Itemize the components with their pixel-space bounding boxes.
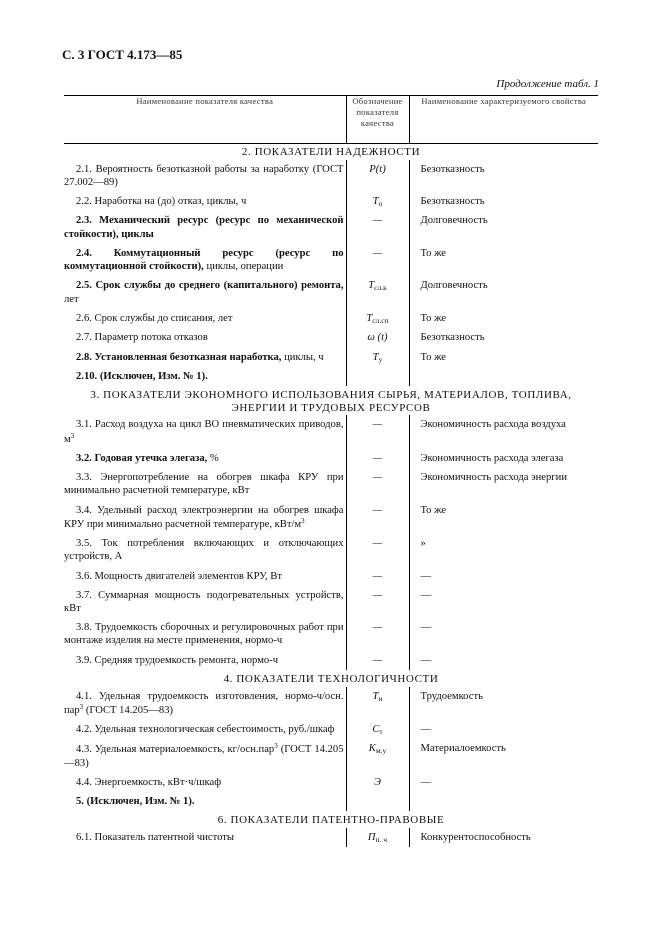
indicator-property: Безотказность — [420, 332, 485, 344]
indicator-name-excluded: 5. (Исключен, Изм. № 1). — [76, 796, 195, 808]
indicator-name: 6.1. Показатель патентной чистоты — [76, 831, 234, 843]
section-title-patent: 6. ПОКАЗАТЕЛИ ПАТЕНТНО-ПРАВОВЫЕ — [217, 814, 445, 827]
table-row — [64, 328, 598, 347]
table-header-row — [64, 96, 598, 144]
column-header-symbol-line2: показателя — [356, 107, 399, 118]
section-heading-row — [64, 670, 598, 687]
table-row — [64, 501, 598, 534]
indicator-property: Долговечность — [420, 215, 488, 227]
table-row — [64, 211, 598, 243]
table-row — [64, 309, 598, 328]
indicator-name: 2.7. Параметр потока отказов — [76, 332, 208, 344]
table-row — [64, 192, 598, 211]
section-heading-row — [64, 144, 598, 160]
indicator-symbol: — — [346, 618, 409, 650]
indicator-name: 3.3. Энергопотребление на обогрев шкафа КРУ при минимально расчетной температуре, кВт — [64, 472, 344, 497]
table-row — [64, 160, 598, 192]
indicator-name-excluded: 2.10. (Исключен, Изм. № 1). — [76, 370, 208, 382]
indicator-symbol: — — [346, 449, 409, 468]
section-title-reliability: 2. ПОКАЗАТЕЛИ НАДЕЖНОСТИ — [241, 146, 421, 158]
indicator-symbol: $T_у$ — [346, 348, 409, 367]
indicator-symbol: — — [346, 468, 409, 500]
table-row — [64, 276, 598, 308]
indicator-property: То же — [420, 351, 447, 363]
table-row — [64, 739, 598, 772]
indicator-symbol: — — [346, 501, 409, 534]
table-row — [64, 586, 598, 618]
indicator-symbol: $T_и$ — [346, 687, 409, 720]
section-title-manufacturability: 4. ПОКАЗАТЕЛИ ТЕХНОЛОГИЧНОСТИ — [223, 672, 439, 685]
table-row — [64, 567, 598, 586]
table-row — [64, 449, 598, 468]
table-row — [64, 687, 598, 720]
indicator-symbol: P(t) — [346, 160, 409, 192]
column-header-symbol — [346, 96, 409, 144]
indicator-symbol: — — [346, 244, 409, 276]
table-row — [64, 348, 598, 367]
indicator-name: 2.6. Срок службы до списания, лет — [76, 312, 233, 324]
indicator-property: Конкурентоспособность — [420, 831, 531, 843]
table-row — [64, 720, 598, 739]
table-continuation-note: Продолжение табл. 1 — [496, 78, 599, 90]
indicator-name: 2.3. Механический ресурс (ресурс по механической стойкости), циклы — [64, 215, 344, 240]
indicator-name: 2.8. Установленная безотказная наработка, циклы, ч — [76, 351, 324, 363]
indicator-property: Долговечность — [420, 280, 488, 292]
indicator-symbol: — — [346, 567, 409, 586]
indicator-property: — — [420, 622, 432, 634]
table-row — [64, 651, 598, 670]
page-header: С. 3 ГОСТ 4.173—85 — [62, 47, 183, 62]
indicator-property: То же — [420, 312, 447, 324]
indicator-symbol: $T_о$ — [346, 192, 409, 211]
indicator-name: 3.1. Расход воздуха на цикл ВО пневматических приводов, $м^3$ — [64, 419, 344, 445]
indicator-property: То же — [420, 247, 447, 259]
table-row — [64, 828, 598, 847]
indicator-property: Безотказность — [420, 163, 485, 175]
indicator-property: — — [420, 570, 432, 582]
indicator-property: » — [420, 538, 426, 550]
indicator-property: Трудоемкость — [420, 690, 483, 702]
table-row — [64, 468, 598, 500]
indicator-name: 2.4. Коммутационный ресурс (ресурс по коммутационной стойкости), циклы, операции — [64, 247, 344, 273]
table-row — [64, 415, 598, 448]
indicator-symbol: $П_{п. ч}$ — [346, 828, 409, 847]
indicator-property — [409, 792, 598, 811]
indicator-symbol — [346, 792, 409, 811]
indicator-name: 2.1. Вероятность безотказной работы за наработку (ГОСТ 27.002—89) — [64, 163, 344, 188]
indicator-property: — — [420, 654, 432, 666]
table-row — [64, 367, 598, 386]
indicator-property: — — [420, 589, 432, 601]
indicator-property: Экономичность расхода элегаза — [420, 452, 564, 464]
indicator-name: 3.5. Ток потребления включающих и отключающих устройств, А — [64, 538, 344, 563]
indicator-property — [409, 367, 598, 386]
indicator-symbol — [346, 367, 409, 386]
table-row — [64, 244, 598, 276]
indicator-name: 4.2. Удельная технологическая себестоимость, руб./шкаф — [76, 724, 335, 736]
section-heading-row — [64, 386, 598, 415]
indicator-property: То же — [420, 504, 447, 516]
indicator-symbol: $T_{сл.к}$ — [346, 276, 409, 308]
indicator-symbol: — — [346, 534, 409, 566]
column-header-name: Наименование показателя качества — [64, 96, 346, 144]
column-header-symbol-line1: Обозначение — [352, 96, 403, 106]
indicator-symbol: $C_т$ — [346, 720, 409, 739]
indicator-name: 2.5. Срок службы до среднего (капитального) ремонта, лет — [64, 280, 344, 305]
indicator-name: 3.4. Удельный расход электроэнергии на обогрев шкафа КРУ при минимально расчетной температуре, кВт/$м^3$ — [64, 504, 344, 530]
indicator-symbol: Э — [346, 773, 409, 792]
indicator-property: — — [420, 776, 432, 788]
indicator-symbol: ω (t) — [346, 328, 409, 347]
indicator-symbol: $K_{м.у}$ — [346, 739, 409, 772]
table-row — [64, 792, 598, 811]
section-heading-row — [64, 811, 598, 828]
section-title-economy: 3. ПОКАЗАТЕЛИ ЭКОНОМНОГО ИСПОЛЬЗОВАНИЯ СЫРЬЯ, МАТЕРИАЛОВ, ТОПЛИВА, ЭНЕРГИИ И ТРУДОВЫХ РЕСУРСОВ — [90, 389, 572, 414]
table-row — [64, 534, 598, 566]
table-row — [64, 618, 598, 650]
indicator-property: — — [420, 724, 432, 736]
indicator-name: 4.4. Энергоемкость, кВт·ч/шкаф — [76, 776, 222, 788]
indicator-name: 4.3. Удельная материалоемкость, кг/осн.пар$^3$ (ГОСТ 14.205—83) — [64, 742, 344, 769]
indicator-name: 3.6. Мощность двигателей элементов КРУ, Вт — [76, 570, 282, 582]
indicator-name: 3.8. Трудоемкость сборочных и регулировочных работ при монтаже изделия на месте применения, нормо-ч — [64, 622, 344, 647]
column-header-property: Наименование характеризуемого свойства — [409, 96, 598, 144]
indicator-name: 4.1. Удельная трудоемкость изготовления, нормо-ч/осн. пар$^3$ (ГОСТ 14.205—83) — [64, 690, 344, 716]
quality-indicators-table — [64, 95, 598, 847]
indicator-name: 2.2. Наработка на (до) отказ, циклы, ч — [76, 196, 247, 208]
indicator-symbol: — — [346, 586, 409, 618]
indicator-property: Материалоемкость — [420, 743, 506, 755]
indicator-name: 3.2. Годовая утечка элегаза, % — [76, 452, 219, 464]
indicator-name: 3.7. Суммарная мощность подогревательных устройств, кВт — [64, 589, 344, 614]
indicator-symbol: $T_{сл.сп}$ — [346, 309, 409, 328]
table-row — [64, 773, 598, 792]
indicator-property: Экономичность расхода воздуха — [420, 419, 566, 431]
indicator-symbol: — — [346, 651, 409, 670]
indicator-property: Экономичность расхода энергии — [420, 472, 567, 484]
indicator-symbol: — — [346, 211, 409, 243]
indicator-symbol: — — [346, 415, 409, 448]
indicator-name: 3.9. Средняя трудоемкость ремонта, нормо-ч — [76, 654, 279, 666]
column-header-symbol-line3: качества — [360, 118, 395, 129]
indicator-property: Безотказность — [420, 196, 485, 208]
